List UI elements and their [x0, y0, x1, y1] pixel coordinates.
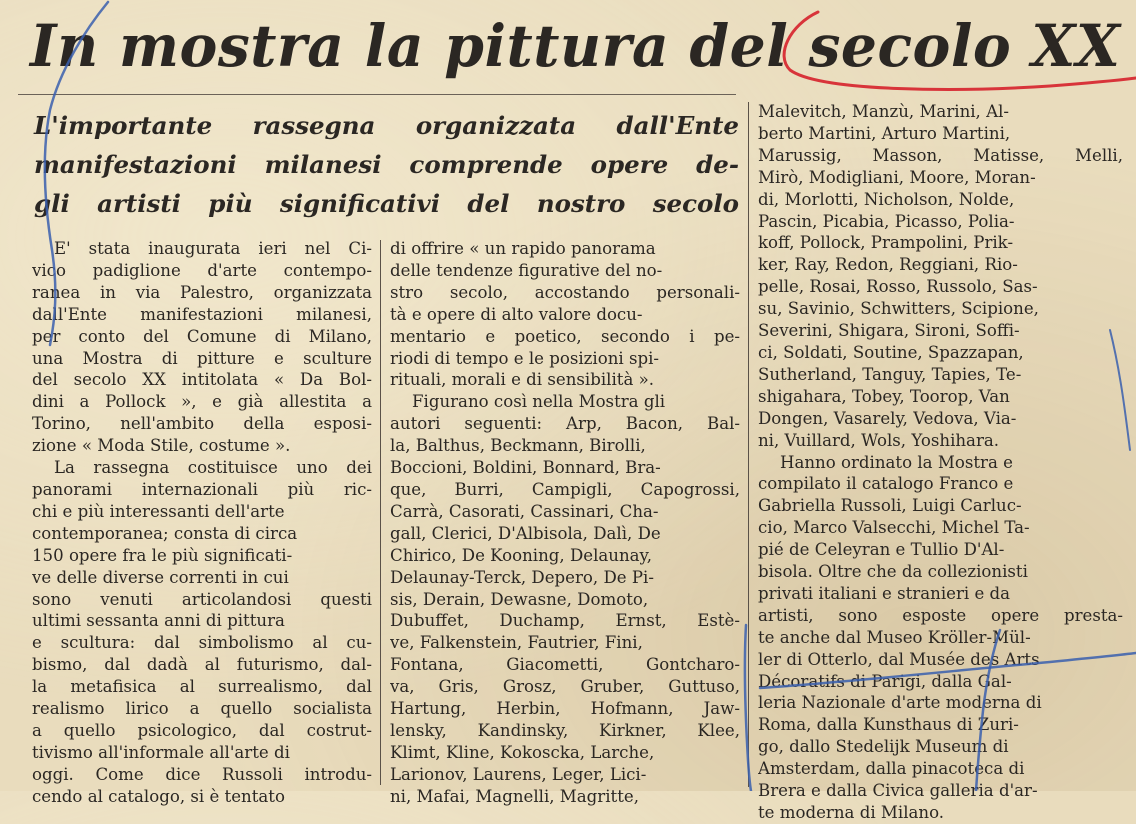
article-text-line: shigahara, Tobey, Toorop, Van — [758, 386, 1010, 406]
column-divider — [748, 102, 749, 787]
subheadline-line: gli artisti più significativi del nostro secolo — [34, 189, 739, 218]
article-text-line: te anche dal Museo Kröller-Mül- — [758, 627, 1031, 647]
article-text-line: Roma, dalla Kunsthaus di Zuri- — [758, 715, 1019, 735]
article-text-line: e scultura: dal simbolismo al cu- — [32, 633, 372, 653]
article-text-line: zione « Moda Stile, costume ». — [32, 436, 291, 456]
article-text-line: tivismo all'informale all'arte di — [32, 742, 290, 762]
article-text-line: que, Burri, Campigli, Capogrossi, — [390, 479, 740, 499]
article-text-line: bismo, dal dadà al futurismo, dal- — [32, 655, 372, 675]
article-text-line: Pascin, Picabia, Picasso, Polia- — [758, 211, 1015, 231]
article-text-line: Malevitch, Manzù, Marini, Al- — [758, 102, 1010, 121]
article-text-line: dini a Pollock », e già allestita a — [32, 392, 372, 412]
article-text-line: go, dallo Stedelijk Museum di — [758, 737, 1009, 757]
article-text-line: stro secolo, accostando personali- — [390, 282, 740, 302]
article-text-line: Figurano così nella Mostra gli — [412, 392, 666, 412]
article-text-line: ranea in via Palestro, organizzata — [32, 282, 372, 302]
article-text-line: lensky, Kandinsky, Kirkner, Klee, — [390, 720, 740, 740]
article-text-line: ni, Mafai, Magnelli, Magritte, — [390, 786, 639, 806]
article-text-line: delle tendenze figurative del no- — [390, 260, 663, 280]
article-text-line: ve, Falkenstein, Fautrier, Fini, — [390, 633, 643, 653]
article-text-line: Hartung, Herbin, Hofmann, Jaw- — [390, 699, 740, 719]
article-text-line: ker, Ray, Redon, Reggiani, Rio- — [758, 255, 1018, 275]
article-text-line: riodi di tempo e le posizioni spi- — [390, 348, 660, 368]
article-text-line: realismo lirico a quello socialista — [32, 699, 372, 719]
article-text-line: leria Nazionale d'arte moderna di — [758, 693, 1042, 713]
article-text-line: pié de Celeyran e Tullio D'Al- — [758, 540, 1005, 560]
article-text-line: Carrà, Casorati, Cassinari, Cha- — [390, 501, 659, 521]
article-text-line: una Mostra di pitture e sculture — [32, 348, 372, 368]
article-text-line: bisola. Oltre che da collezionisti — [758, 562, 1028, 582]
article-text-line: ler di Otterlo, dal Musée des Arts — [758, 649, 1040, 669]
article-headline: In mostra la pittura del secolo XX — [30, 12, 1121, 80]
article-text-line: Hanno ordinato la Mostra e — [780, 452, 1013, 472]
article-text-line: di offrire « un rapido panorama — [390, 239, 656, 258]
subheadline-line: manifestazioni milanesi comprende opere de- — [34, 150, 740, 179]
subheadline-line: L'importante rassegna organizzata dall'Ente — [34, 111, 739, 140]
column-divider — [380, 240, 381, 785]
article-text-line: ultimi sessanta anni di pittura — [32, 611, 285, 631]
article-text-line: la metafisica al surrealismo, dal — [32, 677, 372, 697]
article-column-2 — [390, 238, 740, 808]
article-text-line: del secolo XX intitolata « Da Bol- — [32, 370, 372, 390]
article-text-line: Sutherland, Tanguy, Tapies, Te- — [758, 364, 1022, 384]
article-text-line: Décoratifs di Parigi, dalla Gal- — [758, 671, 1012, 691]
article-subheadline — [34, 106, 739, 223]
article-text-line: autori seguenti: Arp, Bacon, Bal- — [390, 414, 740, 434]
article-text-line: pelle, Rosai, Rosso, Russolo, Sas- — [758, 277, 1038, 297]
article-text-line: su, Savinio, Schwitters, Scipione, — [758, 299, 1039, 319]
article-text-line: 150 opere fra le più significati- — [32, 545, 293, 565]
article-text-line: Boccioni, Boldini, Bonnard, Bra- — [390, 458, 661, 478]
article-text-line: Amsterdam, dalla pinacoteca di — [758, 759, 1025, 779]
article-text-line: di, Morlotti, Nicholson, Nolde, — [758, 189, 1015, 209]
headline-divider — [18, 94, 736, 95]
article-text-line: sis, Derain, Dewasne, Domoto, — [390, 589, 649, 609]
article-text-line: La rassegna costituisce uno dei — [54, 458, 372, 478]
article-text-line: Fontana, Giacometti, Gontcharo- — [390, 655, 740, 675]
article-text-line: tà e opere di alto valore docu- — [390, 304, 643, 324]
article-text-line: Brera e dalla Civica galleria d'ar- — [758, 781, 1038, 801]
article-text-line: contemporanea; consta di circa — [32, 523, 298, 543]
article-text-line: va, Gris, Grosz, Gruber, Guttuso, — [390, 677, 740, 697]
article-text-line: Mirò, Modigliani, Moore, Moran- — [758, 167, 1036, 187]
article-text-line: ci, Soldati, Soutine, Spazzapan, — [758, 342, 1024, 362]
article-text-line: mentario e poetico, secondo i pe- — [390, 326, 740, 346]
article-column-1 — [32, 238, 372, 808]
article-text-line: oggi. Come dice Russoli introdu- — [32, 764, 372, 784]
article-text-line: Gabriella Russoli, Luigi Carluc- — [758, 496, 1022, 516]
article-text-line: Klimt, Kline, Kokoscka, Larche, — [390, 742, 655, 762]
article-text-line: Dubuffet, Duchamp, Ernst, Estè- — [390, 611, 740, 631]
article-text-line: Severini, Shigara, Sironi, Soffi- — [758, 321, 1020, 341]
article-text-line: per conto del Comune di Milano, — [32, 326, 372, 346]
article-text-line: Larionov, Laurens, Leger, Lici- — [390, 764, 647, 784]
article-text-line: la, Balthus, Beckmann, Birolli, — [390, 436, 646, 456]
article-text-line: sono venuti articolandosi questi — [32, 589, 372, 609]
article-text-line: panorami internazionali più ric- — [32, 479, 372, 499]
article-column-3 — [758, 101, 1123, 824]
article-text-line: ve delle diverse correnti in cui — [32, 567, 289, 587]
article-text-line: Delaunay-Terck, Depero, De Pi- — [390, 567, 654, 587]
article-text-line: Marussig, Masson, Matisse, Melli, — [758, 145, 1123, 165]
article-text-line: a quello psicologico, dal costrut- — [32, 720, 372, 740]
article-text-line: ni, Vuillard, Wols, Yoshihara. — [758, 430, 1000, 450]
article-text-line: compilato il catalogo Franco e — [758, 474, 1014, 494]
article-text-line: Torino, nell'ambito della esposi- — [32, 414, 372, 434]
article-text-line: cio, Marco Valsecchi, Michel Ta- — [758, 518, 1030, 538]
article-text-line: berto Martini, Arturo Martini, — [758, 123, 1011, 143]
article-text-line: Chirico, De Kooning, Delaunay, — [390, 545, 652, 565]
article-text-line: artisti, sono esposte opere presta- — [758, 605, 1123, 625]
article-text-line: rituali, morali e di sensibilità ». — [390, 370, 655, 390]
article-text-line: cendo al catalogo, si è tentato — [32, 786, 285, 806]
article-text-line: E' stata inaugurata ieri nel Ci- — [54, 239, 372, 258]
article-text-line: Dongen, Vasarely, Vedova, Via- — [758, 408, 1017, 428]
article-text-line: dall'Ente manifestazioni milanesi, — [32, 304, 372, 324]
article-text-line: gall, Clerici, D'Albisola, Dalì, De — [390, 523, 661, 543]
article-text-line: te moderna di Milano. — [758, 803, 945, 822]
article-text-line: chi e più interessanti dell'arte — [32, 501, 285, 521]
article-text-line: privati italiani e stranieri e da — [758, 583, 1011, 603]
article-text-line: vico padiglione d'arte contempo- — [32, 260, 372, 280]
article-text-line: koff, Pollock, Prampolini, Prik- — [758, 233, 1014, 253]
